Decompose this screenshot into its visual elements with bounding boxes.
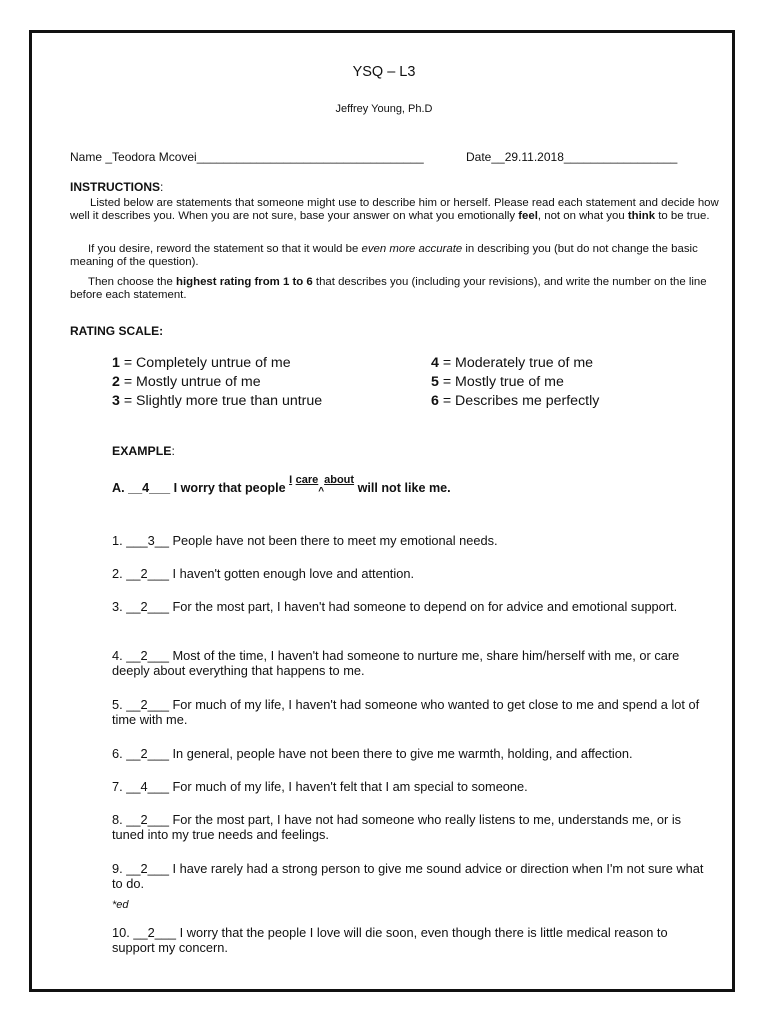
page-border — [29, 30, 735, 992]
date-field: Date__29.11.2018_________________ — [466, 150, 678, 164]
question-item: 1. ___3__ People have not been there to meet my emotional needs. — [112, 533, 498, 548]
question-item: 5. __2___ For much of my life, I haven't had someone who wanted to get close to me and spend a lot of time with me. — [112, 697, 700, 727]
caret-mark: ^ — [318, 486, 325, 497]
handwritten-note: *ed — [112, 899, 129, 911]
rating-item: 2 = Mostly untrue of me — [112, 374, 261, 390]
rating-item: 5 = Mostly true of me — [431, 374, 564, 390]
document-title: YSQ – L3 — [352, 64, 416, 80]
example-revision-care: care — [295, 474, 319, 486]
example-heading: EXAMPLE: — [112, 444, 175, 458]
question-item: 4. __2___ Most of the time, I haven't had someone to nurture me, share him/herself with me, or care deeply about everything that happens to me. — [112, 648, 680, 678]
rating-item: 6 = Describes me perfectly — [431, 393, 600, 409]
question-item: 7. __4___ For much of my life, I haven't felt that I am special to someone. — [112, 779, 528, 794]
rating-scale-heading: RATING SCALE: — [70, 324, 164, 338]
rating-item: 3 = Slightly more true than untrue — [112, 393, 323, 409]
rating-item: 1 = Completely untrue of me — [112, 355, 291, 371]
rating-item: 4 = Moderately true of me — [431, 355, 594, 371]
question-item: 2. __2___ I haven't gotten enough love and attention. — [112, 566, 414, 581]
example-statement: A. __4___ I worry that people I care^about will not like me. — [112, 474, 451, 497]
example-revision-about: about — [324, 474, 355, 486]
instructions-heading: INSTRUCTIONS: — [70, 180, 164, 194]
question-item: 9. __2___ I have rarely had a strong person to give me sound advice or direction when I'm not sure what to do. — [112, 861, 704, 891]
question-item: 10. __2___ I worry that the people I love will die soon, even though there is little medical reason to support my concern. — [112, 925, 668, 955]
question-item: 6. __2___ In general, people have not been there to give me warmth, holding, and affection. — [112, 746, 633, 761]
instructions-paragraph-3: Then choose the highest rating from 1 to 6 that describes you (including your revisions), and write the number on the line before each statement. — [70, 276, 707, 301]
author: Jeffrey Young, Ph.D — [335, 103, 433, 115]
question-item: 3. __2___ For the most part, I haven't had someone to depend on for advice and emotional support. — [112, 599, 678, 614]
name-field: Name _Teodora Mcovei__________________________________ — [70, 150, 424, 164]
instructions-paragraph-1: Listed below are statements that someone might use to describe him or herself. Please read each statement and decide how well it describes you. When you are not sure, base your answer on what you emotionally feel, not on what you think to be true. — [70, 197, 719, 222]
example-revision-i: I — [289, 474, 293, 486]
instructions-paragraph-2: If you desire, reword the statement so that it would be even more accurate in describing you (but do not change the basic meaning of the question). — [70, 243, 698, 268]
question-item: 8. __2___ For the most part, I have not had someone who really listens to me, understands me, or is tuned into my true needs and feelings. — [112, 812, 682, 842]
